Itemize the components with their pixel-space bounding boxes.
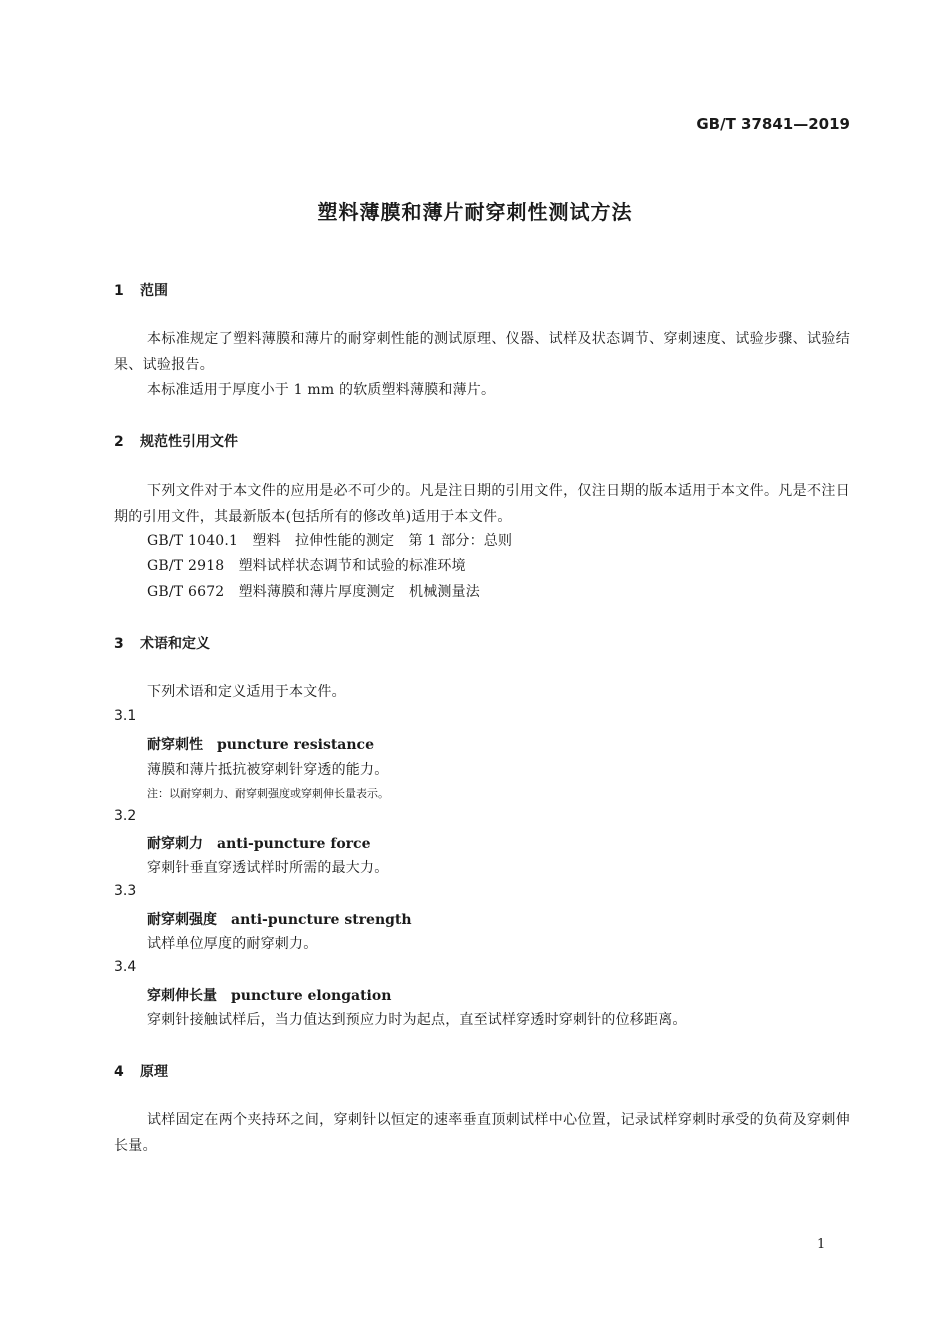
section-number: 1 <box>114 283 124 299</box>
term-name-zh: 耐穿刺力 <box>147 836 203 852</box>
section-1-paragraph-1: 本标准规定了塑料薄膜和薄片的耐穿刺性能的测试原理、仪器、试样及状态调节、穿刺速度、试验步骤、试验结果、试验报告。 <box>114 331 850 373</box>
section-title: 规范性引用文件 <box>140 434 238 450</box>
term-heading <box>147 985 391 1005</box>
term-name-en: puncture elongation <box>231 988 392 1004</box>
term-definition: 穿刺针垂直穿透试样时所需的最大力。 <box>147 860 389 876</box>
standard-code: GB/T 37841—2019 <box>696 115 850 133</box>
term-name-zh: 耐穿刺强度 <box>147 912 217 928</box>
section-number: 4 <box>114 1064 124 1080</box>
term-number: 3.2 <box>114 808 137 824</box>
term-name-en: anti-puncture strength <box>231 912 412 928</box>
section-2-heading <box>114 431 238 451</box>
term-name-zh: 耐穿刺性 <box>147 737 203 753</box>
term-name-en: puncture resistance <box>217 737 374 753</box>
term-heading <box>147 734 374 754</box>
term-note: 注：以耐穿刺力、耐穿刺强度或穿刺伸长量表示。 <box>147 787 389 800</box>
section-1-heading <box>114 280 168 300</box>
section-3-intro: 下列术语和定义适用于本文件。 <box>147 684 346 700</box>
term-number: 3.4 <box>114 959 137 975</box>
normative-reference: GB/T 6672 塑料薄膜和薄片厚度测定 机械测量法 <box>147 584 481 600</box>
section-2-paragraph-1: 下列文件对于本文件的应用是必不可少的。凡是注日期的引用文件，仅注日期的版本适用于本文件。凡是不注日期的引用文件，其最新版本(包括所有的修改单)适用于本文件。 <box>114 483 850 525</box>
normative-reference: GB/T 1040.1 塑料 拉伸性能的测定 第 1 部分：总则 <box>147 533 513 549</box>
term-heading <box>147 833 371 853</box>
normative-reference: GB/T 2918 塑料试样状态调节和试验的标准环境 <box>147 558 466 574</box>
term-number: 3.3 <box>114 883 137 899</box>
section-4-heading <box>114 1061 168 1081</box>
term-heading <box>147 909 412 929</box>
section-number: 3 <box>114 636 124 652</box>
section-4-paragraph-1: 试样固定在两个夹持环之间，穿刺针以恒定的速率垂直顶刺试样中心位置，记录试样穿刺时承受的负荷及穿刺伸长量。 <box>114 1112 850 1154</box>
document-title: 塑料薄膜和薄片耐穿刺性测试方法 <box>317 200 633 224</box>
term-name-zh: 穿刺伸长量 <box>147 988 217 1004</box>
term-definition: 穿刺针接触试样后，当力值达到预应力时为起点，直至试样穿透时穿刺针的位移距离。 <box>147 1012 687 1028</box>
section-title: 原理 <box>140 1064 168 1080</box>
term-name-en: anti-puncture force <box>217 836 371 852</box>
term-number: 3.1 <box>114 708 137 724</box>
page-number: 1 <box>817 1237 826 1252</box>
term-definition: 薄膜和薄片抵抗被穿刺针穿透的能力。 <box>147 762 389 778</box>
section-3-heading <box>114 633 210 653</box>
section-title: 范围 <box>140 283 168 299</box>
term-definition: 试样单位厚度的耐穿刺力。 <box>147 936 318 952</box>
section-1-paragraph-2: 本标准适用于厚度小于 1 mm 的软质塑料薄膜和薄片。 <box>147 382 496 398</box>
section-number: 2 <box>114 434 124 450</box>
section-title: 术语和定义 <box>140 636 210 652</box>
